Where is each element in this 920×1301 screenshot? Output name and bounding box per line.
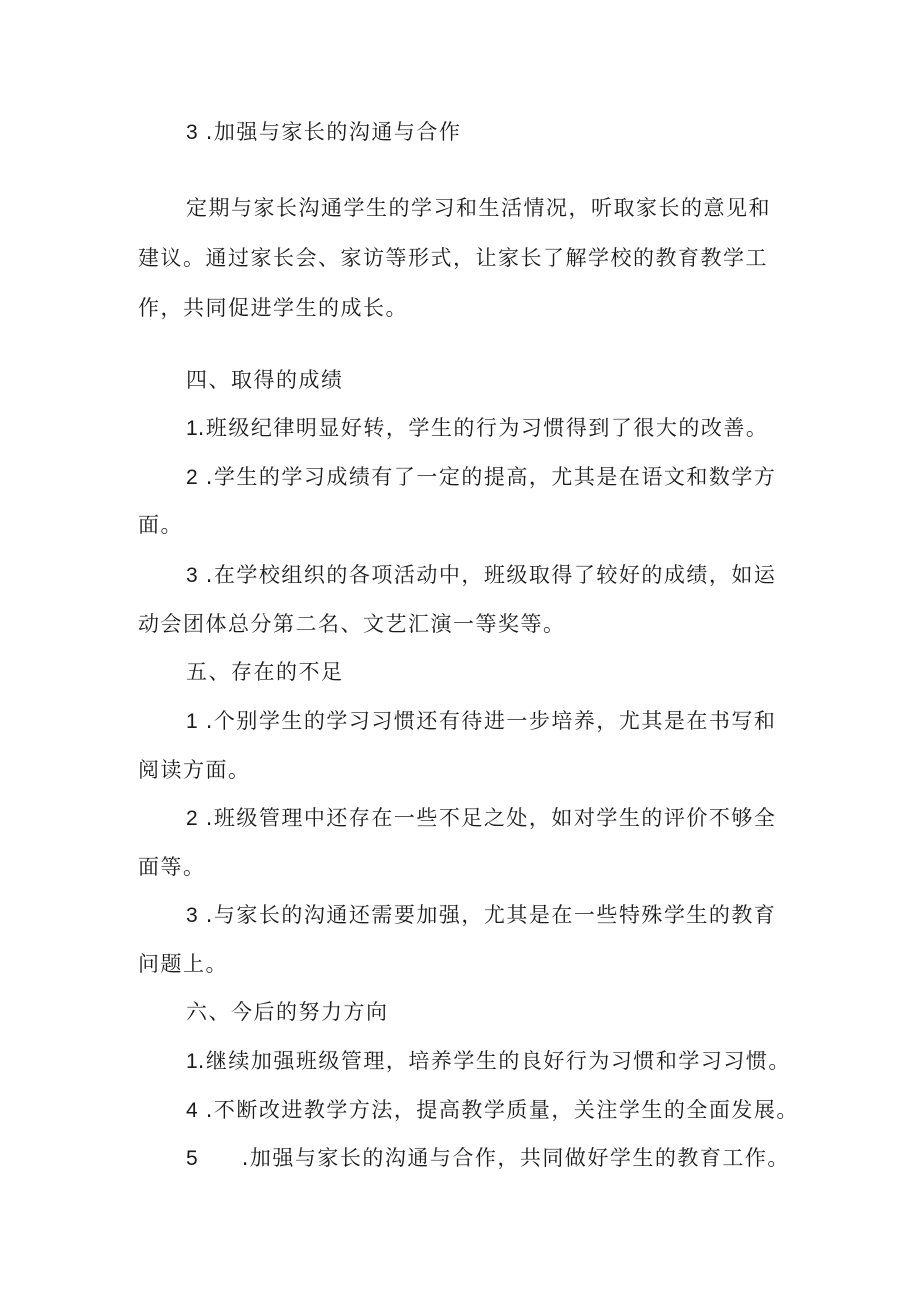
item-number: 5 (186, 1147, 198, 1170)
list-item (186, 413, 768, 444)
item-text: .学生的学习成绩有了一定的提高，尤其是在语文和数学方 (205, 465, 777, 489)
paragraph-line: 建议。通过家长会、家访等形式，让家长了解学校的教育教学工 (138, 246, 768, 270)
item-text: .与家长的沟通还需要加强，尤其是在一些特殊学生的教育 (205, 903, 777, 927)
item-text: .在学校组织的各项活动中，班级取得了较好的成绩，如运 (205, 563, 777, 587)
item-text: .加强与家长的沟通与合作 (205, 120, 462, 144)
item-text: .加强与家长的沟通与合作，共同做好学生的教育工作。 (241, 1146, 790, 1170)
list-item (186, 1143, 790, 1174)
item-text: .不断改进教学方法，提高教学质量，关注学生的全面发展。 (205, 1098, 799, 1122)
item-number: 2 (186, 807, 198, 830)
list-item (186, 462, 776, 493)
list-item (186, 900, 776, 931)
item-text: .班级管理中还存在一些不足之处，如对学生的评价不够全 (205, 806, 777, 830)
list-item (186, 706, 776, 737)
item-number: 3 (186, 564, 198, 587)
list-item (186, 803, 776, 834)
list-item (186, 1046, 791, 1077)
item-number: 3 (186, 121, 198, 144)
list-item (186, 560, 776, 591)
paragraph-line: 定期与家长沟通学生的学习和生活情况，听取家长的意见和 (186, 196, 771, 220)
item-number: 3 (186, 904, 198, 927)
list-item-continuation: 阅读方面。 (138, 758, 251, 782)
list-item (186, 1095, 799, 1126)
item-text: .班级纪律明显好转，学生的行为习惯得到了很大的改善。 (197, 416, 769, 440)
list-item-continuation: 面。 (138, 513, 183, 537)
item-number: 4 (186, 1099, 198, 1122)
section-heading-6: 六、今后的努力方向 (186, 1000, 389, 1024)
section-heading-5: 五、存在的不足 (186, 660, 344, 684)
item-number: 1 (186, 417, 198, 440)
item-number: 1 (186, 710, 198, 733)
section-heading-4: 四、取得的成绩 (186, 368, 344, 392)
list-item-continuation: 问题上。 (138, 952, 228, 976)
item-number: 1 (186, 1050, 198, 1073)
paragraph-line: 作，共同促进学生的成长。 (138, 296, 408, 320)
item-text: .个别学生的学习习惯还有待进一步培养，尤其是在书写和 (205, 709, 777, 733)
item-number: 2 (186, 466, 198, 489)
list-item-continuation: 动会团体总分第二名、文艺汇演一等奖等。 (138, 612, 566, 636)
item-text: .继续加强班级管理，培养学生的良好行为习惯和学习习惯。 (197, 1049, 791, 1073)
section-item-3-heading (186, 117, 461, 148)
list-item-continuation: 面等。 (138, 855, 206, 879)
